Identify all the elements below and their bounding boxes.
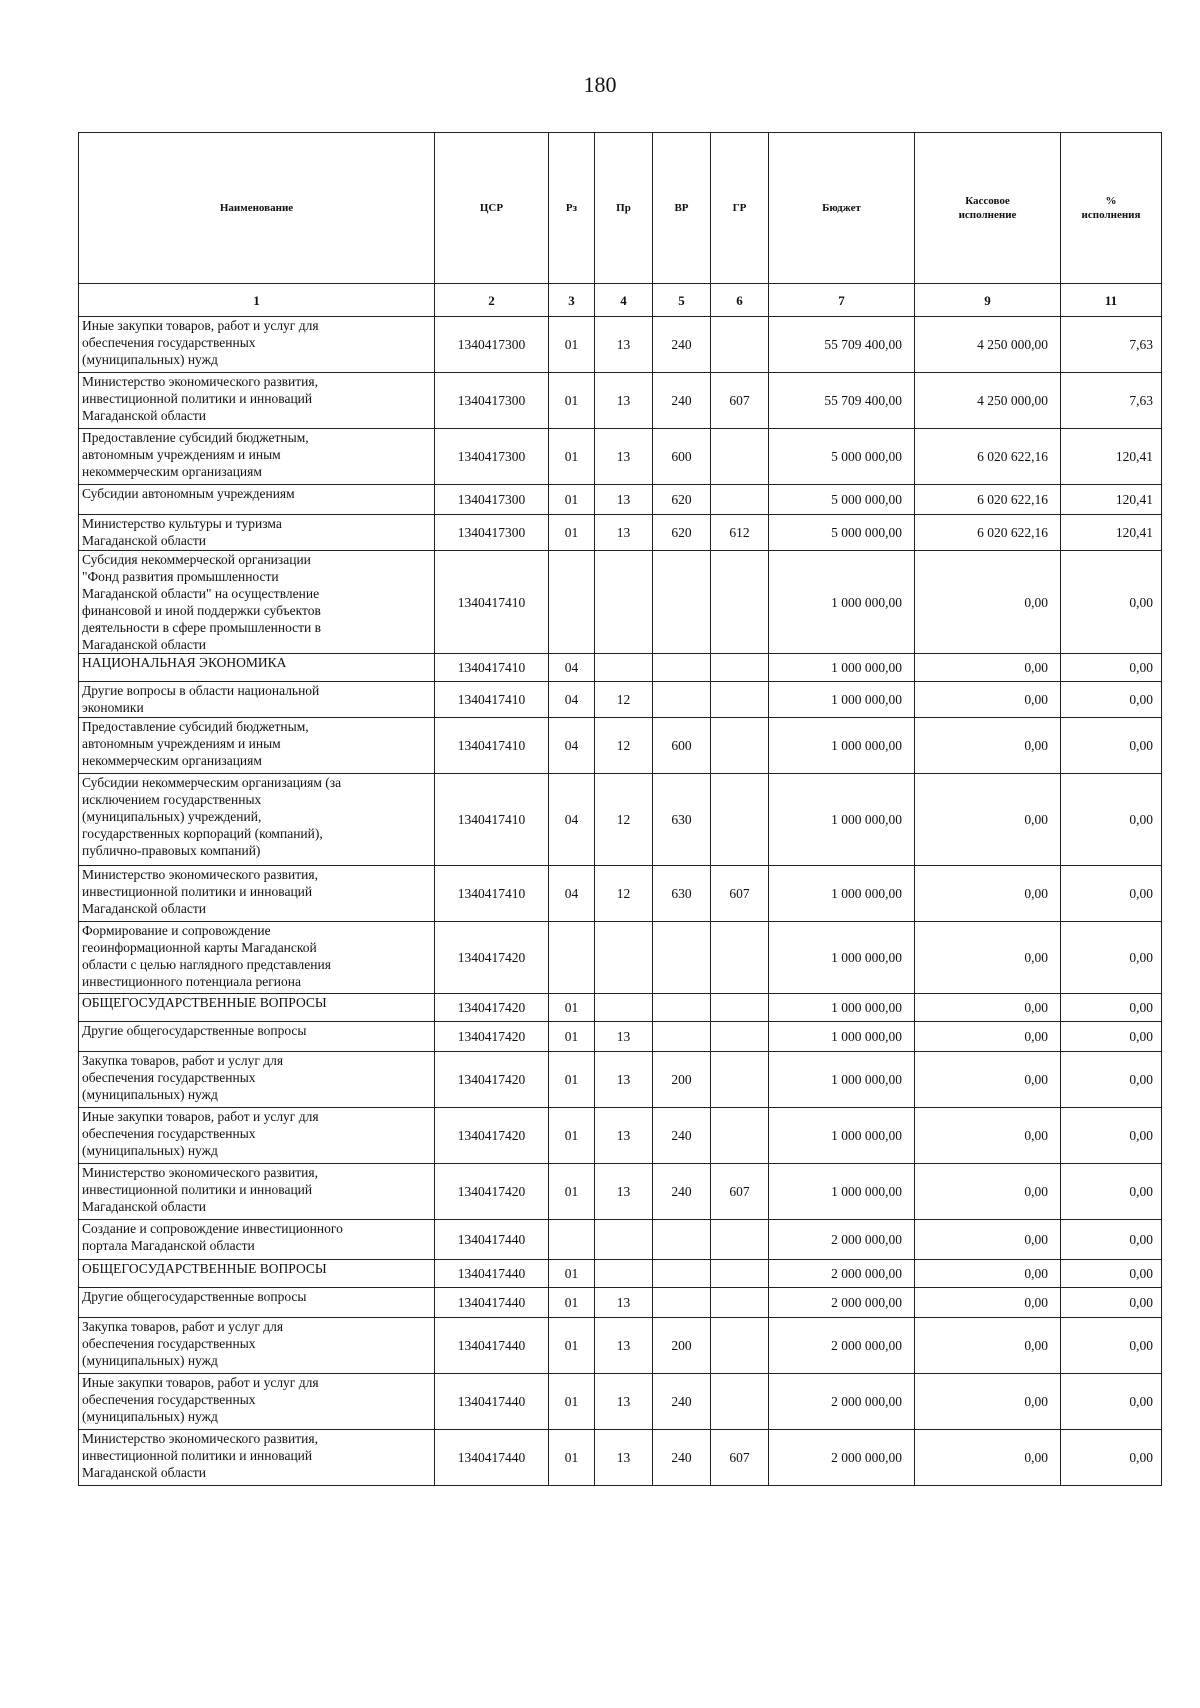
cell-name: Иные закупки товаров, работ и услуг для обеспечения государственных (муниципальных) нужд	[79, 1108, 435, 1164]
cell-gr	[711, 654, 769, 682]
cell-name: Предоставление субсидий бюджетным, автономным учреждениям и иным некоммерческим организациям	[79, 429, 435, 485]
header-csr: ЦСР	[435, 133, 549, 284]
cell-csr: 1340417440	[435, 1430, 549, 1486]
cell-budget: 1 000 000,00	[769, 654, 915, 682]
cell-cash-execution: 0,00	[915, 1164, 1061, 1220]
cell-csr: 1340417300	[435, 429, 549, 485]
cell-name: Другие общегосударственные вопросы	[79, 1022, 435, 1052]
cell-csr: 1340417300	[435, 485, 549, 515]
cell-csr: 1340417300	[435, 317, 549, 373]
cell-pr: 13	[595, 1318, 653, 1374]
cell-cash-execution: 0,00	[915, 866, 1061, 922]
cell-cash-execution: 0,00	[915, 1288, 1061, 1318]
cell-gr	[711, 1220, 769, 1260]
cell-vr	[653, 922, 711, 994]
cell-vr: 630	[653, 774, 711, 866]
cell-pr: 13	[595, 1108, 653, 1164]
table-row	[79, 1164, 1162, 1220]
cell-budget: 1 000 000,00	[769, 718, 915, 774]
cell-gr	[711, 718, 769, 774]
cell-percent: 7,63	[1061, 317, 1162, 373]
table-row	[79, 317, 1162, 373]
cell-rz: 01	[549, 1288, 595, 1318]
table-row	[79, 1108, 1162, 1164]
cell-cash-execution: 0,00	[915, 994, 1061, 1022]
cell-rz: 04	[549, 682, 595, 718]
cell-budget: 1 000 000,00	[769, 866, 915, 922]
cell-csr: 1340417410	[435, 718, 549, 774]
cell-budget: 5 000 000,00	[769, 429, 915, 485]
cell-cash-execution: 4 250 000,00	[915, 373, 1061, 429]
cell-gr	[711, 1374, 769, 1430]
column-number: 9	[915, 284, 1061, 317]
cell-percent: 0,00	[1061, 1052, 1162, 1108]
cell-name: Другие вопросы в области национальной экономики	[79, 682, 435, 718]
column-number: 7	[769, 284, 915, 317]
column-number: 11	[1061, 284, 1162, 317]
cell-vr: 620	[653, 515, 711, 551]
table-row	[79, 373, 1162, 429]
cell-vr	[653, 682, 711, 718]
table-row	[79, 1318, 1162, 1374]
cell-csr: 1340417420	[435, 1108, 549, 1164]
cell-cash-execution: 6 020 622,16	[915, 485, 1061, 515]
table-row	[79, 485, 1162, 515]
cell-pr: 13	[595, 1022, 653, 1052]
cell-percent: 0,00	[1061, 1318, 1162, 1374]
cell-cash-execution: 0,00	[915, 774, 1061, 866]
cell-rz: 01	[549, 1108, 595, 1164]
cell-vr	[653, 1022, 711, 1052]
cell-budget: 2 000 000,00	[769, 1220, 915, 1260]
cell-csr: 1340417410	[435, 774, 549, 866]
cell-pr: 13	[595, 1430, 653, 1486]
cell-pr: 13	[595, 1288, 653, 1318]
cell-csr: 1340417420	[435, 994, 549, 1022]
cell-gr: 612	[711, 515, 769, 551]
column-number: 4	[595, 284, 653, 317]
cell-pr: 13	[595, 373, 653, 429]
cell-csr: 1340417410	[435, 866, 549, 922]
table-row	[79, 994, 1162, 1022]
column-number-row	[79, 284, 1162, 317]
header-pr: Пр	[595, 133, 653, 284]
cell-budget: 2 000 000,00	[769, 1288, 915, 1318]
cell-vr	[653, 994, 711, 1022]
cell-vr: 240	[653, 1108, 711, 1164]
cell-pr: 13	[595, 1164, 653, 1220]
cell-percent: 0,00	[1061, 866, 1162, 922]
cell-rz: 01	[549, 1022, 595, 1052]
header-percent-execution: % исполнения	[1061, 133, 1162, 284]
cell-budget: 55 709 400,00	[769, 373, 915, 429]
cell-pr: 12	[595, 718, 653, 774]
cell-name: Иные закупки товаров, работ и услуг для обеспечения государственных (муниципальных) нужд	[79, 1374, 435, 1430]
cell-csr: 1340417410	[435, 551, 549, 654]
cell-budget: 55 709 400,00	[769, 317, 915, 373]
header-cash-execution: Кассовое исполнение	[915, 133, 1061, 284]
cell-budget: 5 000 000,00	[769, 515, 915, 551]
cell-vr: 240	[653, 1374, 711, 1430]
cell-gr	[711, 1108, 769, 1164]
cell-pr	[595, 922, 653, 994]
cell-cash-execution: 6 020 622,16	[915, 515, 1061, 551]
cell-vr	[653, 1260, 711, 1288]
cell-pr	[595, 551, 653, 654]
cell-pr: 13	[595, 1052, 653, 1108]
cell-gr: 607	[711, 373, 769, 429]
cell-name: ОБЩЕГОСУДАРСТВЕННЫЕ ВОПРОСЫ	[79, 1260, 435, 1288]
cell-budget: 1 000 000,00	[769, 1164, 915, 1220]
cell-cash-execution: 0,00	[915, 654, 1061, 682]
cell-gr	[711, 1318, 769, 1374]
cell-percent: 120,41	[1061, 429, 1162, 485]
column-number: 5	[653, 284, 711, 317]
cell-pr	[595, 1220, 653, 1260]
cell-cash-execution: 0,00	[915, 1318, 1061, 1374]
cell-pr: 13	[595, 317, 653, 373]
cell-rz: 01	[549, 373, 595, 429]
cell-csr: 1340417410	[435, 682, 549, 718]
cell-pr	[595, 994, 653, 1022]
cell-rz	[549, 922, 595, 994]
cell-vr: 240	[653, 317, 711, 373]
cell-rz: 01	[549, 1164, 595, 1220]
cell-cash-execution: 0,00	[915, 682, 1061, 718]
cell-gr	[711, 1260, 769, 1288]
table-row	[79, 922, 1162, 994]
cell-percent: 0,00	[1061, 922, 1162, 994]
cell-name: Министерство экономического развития, инвестиционной политики и инноваций Магаданской области	[79, 1164, 435, 1220]
cell-rz: 01	[549, 1052, 595, 1108]
cell-pr: 13	[595, 485, 653, 515]
cell-csr: 1340417420	[435, 922, 549, 994]
cell-csr: 1340417440	[435, 1260, 549, 1288]
table-row	[79, 1260, 1162, 1288]
cell-name: Субсидия некоммерческой организации "Фонд развития промышленности Магаданской области" на осуществление финансовой и иной поддержки субъектов деятельности в сфере промышленности в Магаданской области	[79, 551, 435, 654]
cell-name: Закупка товаров, работ и услуг для обеспечения государственных (муниципальных) нужд	[79, 1318, 435, 1374]
cell-vr: 240	[653, 373, 711, 429]
cell-cash-execution: 0,00	[915, 551, 1061, 654]
cell-cash-execution: 0,00	[915, 1430, 1061, 1486]
cell-percent: 0,00	[1061, 551, 1162, 654]
cell-name: Закупка товаров, работ и услуг для обеспечения государственных (муниципальных) нужд	[79, 1052, 435, 1108]
cell-csr: 1340417420	[435, 1022, 549, 1052]
cell-pr: 12	[595, 774, 653, 866]
cell-vr: 240	[653, 1430, 711, 1486]
cell-vr: 240	[653, 1164, 711, 1220]
cell-vr: 620	[653, 485, 711, 515]
cell-pr: 12	[595, 682, 653, 718]
table-row	[79, 1430, 1162, 1486]
cell-name: Формирование и сопровождение геоинформационной карты Магаданской области с целью наглядного представления инвестиционного потенциала региона	[79, 922, 435, 994]
cell-name: Субсидии некоммерческим организациям (за исключением государственных (муниципальных) учреждений, государственных корпораций (компаний), публично-правовых компаний)	[79, 774, 435, 866]
cell-budget: 1 000 000,00	[769, 774, 915, 866]
cell-percent: 0,00	[1061, 654, 1162, 682]
cell-cash-execution: 0,00	[915, 922, 1061, 994]
cell-rz: 01	[549, 994, 595, 1022]
table-row	[79, 718, 1162, 774]
page-number: 180	[583, 72, 617, 97]
cell-budget: 1 000 000,00	[769, 551, 915, 654]
cell-vr	[653, 551, 711, 654]
cell-cash-execution: 0,00	[915, 1220, 1061, 1260]
cell-gr	[711, 1022, 769, 1052]
cell-name: Создание и сопровождение инвестиционного портала Магаданской области	[79, 1220, 435, 1260]
cell-percent: 0,00	[1061, 1022, 1162, 1052]
cell-vr: 600	[653, 429, 711, 485]
cell-budget: 1 000 000,00	[769, 682, 915, 718]
cell-budget: 2 000 000,00	[769, 1318, 915, 1374]
cell-gr	[711, 429, 769, 485]
cell-budget: 2 000 000,00	[769, 1260, 915, 1288]
cell-percent: 0,00	[1061, 1288, 1162, 1318]
header-rz: Рз	[549, 133, 595, 284]
cell-cash-execution: 0,00	[915, 1260, 1061, 1288]
table-row	[79, 551, 1162, 654]
cell-name: Министерство экономического развития, инвестиционной политики и инноваций Магаданской области	[79, 866, 435, 922]
cell-rz: 01	[549, 1430, 595, 1486]
cell-gr: 607	[711, 866, 769, 922]
column-number: 6	[711, 284, 769, 317]
cell-rz: 01	[549, 429, 595, 485]
cell-csr: 1340417440	[435, 1374, 549, 1430]
cell-cash-execution: 0,00	[915, 1108, 1061, 1164]
cell-percent: 0,00	[1061, 1260, 1162, 1288]
cell-gr	[711, 922, 769, 994]
cell-pr: 13	[595, 515, 653, 551]
cell-rz: 01	[549, 485, 595, 515]
cell-pr	[595, 1260, 653, 1288]
cell-percent: 0,00	[1061, 774, 1162, 866]
cell-percent: 0,00	[1061, 1108, 1162, 1164]
header-name: Наименование	[79, 133, 435, 284]
cell-gr	[711, 551, 769, 654]
cell-rz: 01	[549, 1318, 595, 1374]
cell-percent: 7,63	[1061, 373, 1162, 429]
cell-cash-execution: 4 250 000,00	[915, 317, 1061, 373]
cell-gr	[711, 1288, 769, 1318]
cell-cash-execution: 0,00	[915, 1052, 1061, 1108]
cell-gr	[711, 317, 769, 373]
cell-vr	[653, 1288, 711, 1318]
cell-name: Другие общегосударственные вопросы	[79, 1288, 435, 1318]
cell-name: Министерство экономического развития, инвестиционной политики и инноваций Магаданской области	[79, 373, 435, 429]
cell-csr: 1340417300	[435, 515, 549, 551]
cell-gr	[711, 774, 769, 866]
cell-percent: 120,41	[1061, 485, 1162, 515]
cell-rz: 01	[549, 515, 595, 551]
column-number: 3	[549, 284, 595, 317]
cell-cash-execution: 0,00	[915, 1374, 1061, 1430]
cell-percent: 0,00	[1061, 1374, 1162, 1430]
cell-name: Субсидии автономным учреждениям	[79, 485, 435, 515]
table-row	[79, 515, 1162, 551]
table-row	[79, 429, 1162, 485]
cell-percent: 0,00	[1061, 1430, 1162, 1486]
table-row	[79, 1022, 1162, 1052]
cell-budget: 2 000 000,00	[769, 1374, 915, 1430]
header-gr: ГР	[711, 133, 769, 284]
cell-gr	[711, 994, 769, 1022]
cell-name: НАЦИОНАЛЬНАЯ ЭКОНОМИКА	[79, 654, 435, 682]
cell-rz	[549, 1220, 595, 1260]
cell-csr: 1340417440	[435, 1288, 549, 1318]
cell-vr	[653, 654, 711, 682]
cell-budget: 1 000 000,00	[769, 1022, 915, 1052]
cell-csr: 1340417420	[435, 1052, 549, 1108]
cell-name: Предоставление субсидий бюджетным, автономным учреждениям и иным некоммерческим организациям	[79, 718, 435, 774]
cell-cash-execution: 0,00	[915, 718, 1061, 774]
cell-csr: 1340417300	[435, 373, 549, 429]
table-row	[79, 682, 1162, 718]
cell-rz: 04	[549, 774, 595, 866]
cell-percent: 120,41	[1061, 515, 1162, 551]
cell-csr: 1340417420	[435, 1164, 549, 1220]
cell-percent: 0,00	[1061, 1164, 1162, 1220]
cell-budget: 5 000 000,00	[769, 485, 915, 515]
cell-percent: 0,00	[1061, 682, 1162, 718]
cell-pr	[595, 654, 653, 682]
cell-rz	[549, 551, 595, 654]
budget-execution-table	[78, 132, 1162, 1486]
cell-gr	[711, 682, 769, 718]
cell-pr: 12	[595, 866, 653, 922]
cell-vr: 630	[653, 866, 711, 922]
cell-csr: 1340417440	[435, 1318, 549, 1374]
column-number: 2	[435, 284, 549, 317]
cell-budget: 2 000 000,00	[769, 1430, 915, 1486]
cell-budget: 1 000 000,00	[769, 994, 915, 1022]
cell-vr: 200	[653, 1318, 711, 1374]
cell-name: Министерство экономического развития, инвестиционной политики и инноваций Магаданской области	[79, 1430, 435, 1486]
cell-gr	[711, 485, 769, 515]
cell-percent: 0,00	[1061, 994, 1162, 1022]
cell-rz: 01	[549, 1374, 595, 1430]
cell-gr: 607	[711, 1164, 769, 1220]
cell-rz: 01	[549, 1260, 595, 1288]
column-number: 1	[79, 284, 435, 317]
cell-budget: 1 000 000,00	[769, 922, 915, 994]
cell-cash-execution: 6 020 622,16	[915, 429, 1061, 485]
cell-vr	[653, 1220, 711, 1260]
cell-rz: 04	[549, 866, 595, 922]
cell-name: Министерство культуры и туризма Магаданской области	[79, 515, 435, 551]
cell-budget: 1 000 000,00	[769, 1108, 915, 1164]
cell-csr: 1340417440	[435, 1220, 549, 1260]
table-row	[79, 1288, 1162, 1318]
cell-name: ОБЩЕГОСУДАРСТВЕННЫЕ ВОПРОСЫ	[79, 994, 435, 1022]
column-header-row	[79, 133, 1162, 284]
cell-percent: 0,00	[1061, 1220, 1162, 1260]
cell-rz: 04	[549, 654, 595, 682]
table-row	[79, 774, 1162, 866]
cell-pr: 13	[595, 429, 653, 485]
table-row	[79, 1374, 1162, 1430]
cell-vr: 600	[653, 718, 711, 774]
cell-rz: 01	[549, 317, 595, 373]
table-row	[79, 654, 1162, 682]
cell-pr: 13	[595, 1374, 653, 1430]
header-budget: Бюджет	[769, 133, 915, 284]
cell-csr: 1340417410	[435, 654, 549, 682]
table-row	[79, 1052, 1162, 1108]
cell-vr: 200	[653, 1052, 711, 1108]
cell-rz: 04	[549, 718, 595, 774]
table-row	[79, 1220, 1162, 1260]
header-vr: ВР	[653, 133, 711, 284]
cell-name: Иные закупки товаров, работ и услуг для обеспечения государственных (муниципальных) нужд	[79, 317, 435, 373]
cell-gr	[711, 1052, 769, 1108]
table-row	[79, 866, 1162, 922]
cell-cash-execution: 0,00	[915, 1022, 1061, 1052]
cell-gr: 607	[711, 1430, 769, 1486]
cell-percent: 0,00	[1061, 718, 1162, 774]
cell-budget: 1 000 000,00	[769, 1052, 915, 1108]
